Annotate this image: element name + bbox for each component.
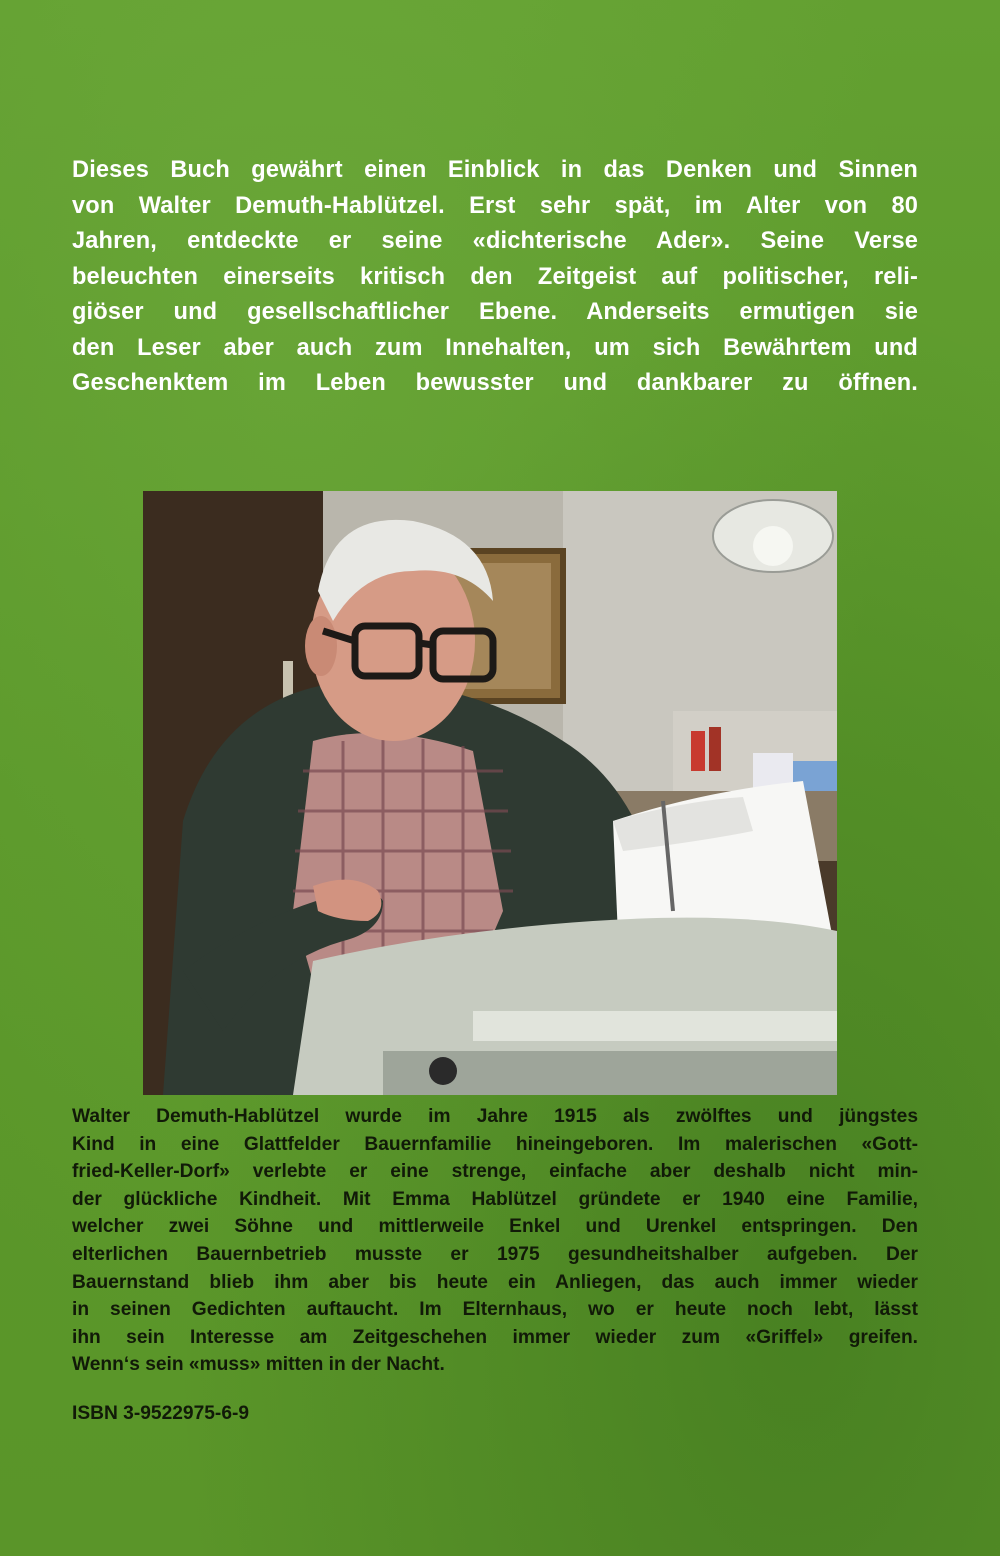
bio-line: fried-Keller-Dorf» verlebte er eine strenge, einfache aber deshalb nicht min-	[72, 1161, 918, 1183]
bio-line: Walter Demuth-Hablützel wurde im Jahre 1915 als zwölftes und jüngstes	[72, 1106, 918, 1127]
bio-line: elterlichen Bauernbetrieb musste er 1975 gesundheitshalber aufgeben. Der	[72, 1243, 918, 1265]
bio-line: welcher zwei Söhne und mittlerweile Enkel und Urenkel entspringen. Den	[72, 1216, 918, 1238]
bio-line: in seinen Gedichten auftaucht. Im Elternhaus, wo er heute noch lebt, lässt	[72, 1299, 918, 1321]
author-biography	[72, 1103, 918, 1379]
blurb-line: Dieses Buch gewährt einen Einblick in das Denken und Sinnen	[72, 157, 918, 183]
blurb-text	[72, 153, 918, 402]
blurb-line: Geschenktem im Leben bewusster und dankbarer zu öffnen.	[72, 370, 918, 396]
blurb-line: giöser und gesellschaftlicher Ebene. Anderseits ermutigen sie	[72, 299, 918, 325]
blurb-line: von Walter Demuth-Hablützel. Erst sehr spät, im Alter von 80	[72, 192, 918, 219]
bio-line: Wenn‘s sein «muss» mitten in der Nacht.	[72, 1354, 445, 1376]
isbn-number: ISBN 3-9522975-6-9	[72, 1403, 250, 1424]
bio-line: ihn sein Interesse am Zeitgeschehen immer wieder zum «Griffel» greifen.	[72, 1326, 918, 1348]
blurb-line: beleuchten einerseits kritisch den Zeitgeist auf politischer, reli-	[72, 263, 918, 290]
bio-line: der glückliche Kindheit. Mit Emma Hablützel gründete er 1940 eine Familie,	[72, 1188, 918, 1210]
bio-line: Kind in eine Glattfelder Bauernfamilie hineingeboren. Im malerischen «Gott-	[72, 1133, 918, 1155]
blurb-line: Jahren, entdeckte er seine «dichterische Ader». Seine Verse	[72, 228, 918, 254]
author-photo	[143, 491, 837, 1095]
blurb-line: den Leser aber auch zum Innehalten, um sich Bewährtem und	[72, 334, 918, 361]
bio-line: Bauernstand blieb ihm aber bis heute ein Anliegen, das auch immer wieder	[72, 1271, 918, 1293]
